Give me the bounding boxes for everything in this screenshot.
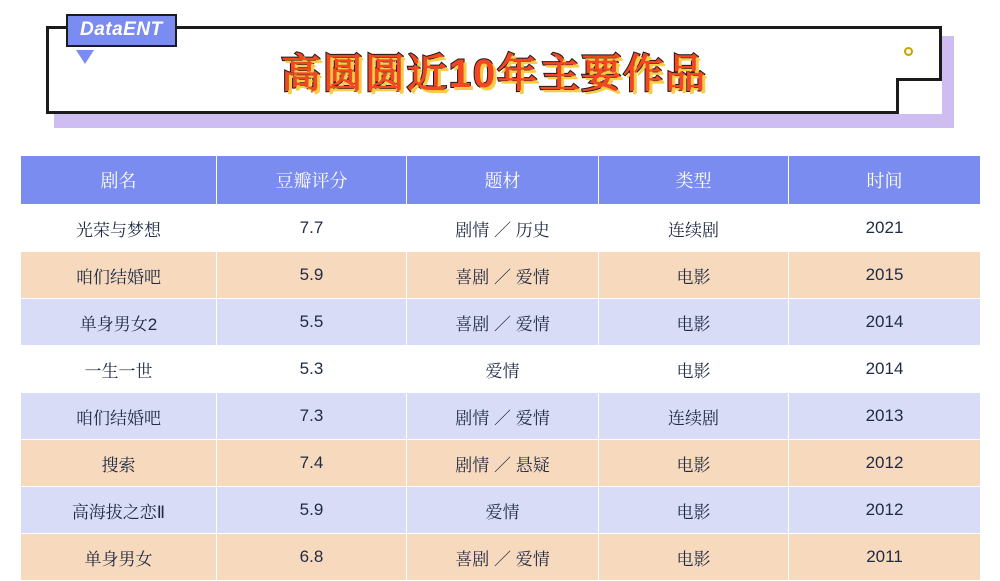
cell-type: 电影 <box>599 346 789 393</box>
cell-year: 2021 <box>789 205 981 252</box>
cell-genre: 喜剧 ／ 爱情 <box>407 534 599 581</box>
table-header-row <box>21 156 981 205</box>
cell-genre: 剧情 ／ 爱情 <box>407 393 599 440</box>
cell-type: 电影 <box>599 440 789 487</box>
column-header-type: 类型 <box>599 156 789 205</box>
table-row <box>21 299 981 346</box>
cell-type: 连续剧 <box>599 205 789 252</box>
column-header-year: 时间 <box>789 156 981 205</box>
brand-logo: DataENT <box>66 14 177 47</box>
cell-genre: 剧情 ／ 历史 <box>407 205 599 252</box>
cell-score: 5.3 <box>217 346 407 393</box>
works-table <box>20 155 981 581</box>
cell-score: 7.4 <box>217 440 407 487</box>
column-header-genre: 题材 <box>407 156 599 205</box>
cell-name: 咱们结婚吧 <box>21 393 217 440</box>
cell-genre: 爱情 <box>407 487 599 534</box>
cell-name: 光荣与梦想 <box>21 205 217 252</box>
cell-score: 7.3 <box>217 393 407 440</box>
cell-genre: 爱情 <box>407 346 599 393</box>
cell-score: 6.8 <box>217 534 407 581</box>
table-row <box>21 393 981 440</box>
cell-name: 一生一世 <box>21 346 217 393</box>
cell-score: 5.5 <box>217 299 407 346</box>
cell-name: 单身男女 <box>21 534 217 581</box>
cell-type: 电影 <box>599 252 789 299</box>
cell-year: 2011 <box>789 534 981 581</box>
logo-tail-icon <box>76 50 94 64</box>
cell-type: 电影 <box>599 299 789 346</box>
cell-name: 单身男女2 <box>21 299 217 346</box>
table-row <box>21 346 981 393</box>
cell-genre: 喜剧 ／ 爱情 <box>407 299 599 346</box>
table-row <box>21 534 981 581</box>
cell-genre: 剧情 ／ 悬疑 <box>407 440 599 487</box>
cell-genre: 喜剧 ／ 爱情 <box>407 252 599 299</box>
cell-score: 7.7 <box>217 205 407 252</box>
cell-type: 电影 <box>599 487 789 534</box>
page-title: 高圆圆近10年主要作品 <box>280 51 708 96</box>
cell-type: 电影 <box>599 534 789 581</box>
cell-year: 2015 <box>789 252 981 299</box>
column-header-name: 剧名 <box>21 156 217 205</box>
cell-name: 搜索 <box>21 440 217 487</box>
works-table-container <box>20 155 980 581</box>
cell-type: 连续剧 <box>599 393 789 440</box>
cell-year: 2013 <box>789 393 981 440</box>
cell-name: 咱们结婚吧 <box>21 252 217 299</box>
table-row <box>21 440 981 487</box>
cell-score: 5.9 <box>217 252 407 299</box>
cell-score: 5.9 <box>217 487 407 534</box>
header-banner <box>46 19 954 128</box>
table-row <box>21 205 981 252</box>
cell-year: 2012 <box>789 440 981 487</box>
table-row <box>21 252 981 299</box>
table-row <box>21 487 981 534</box>
cell-name: 高海拔之恋Ⅱ <box>21 487 217 534</box>
cell-year: 2014 <box>789 299 981 346</box>
cell-year: 2014 <box>789 346 981 393</box>
column-header-score: 豆瓣评分 <box>217 156 407 205</box>
cell-year: 2012 <box>789 487 981 534</box>
